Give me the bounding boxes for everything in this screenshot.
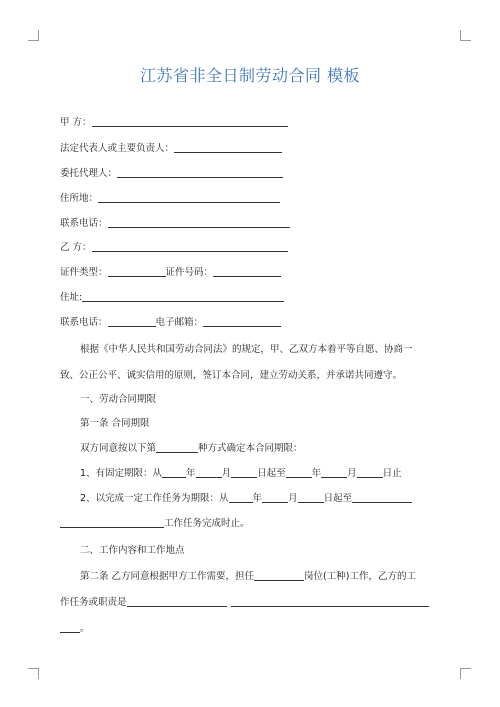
- term-method-row: [80, 442, 303, 455]
- fixed-to-day-blank[interactable]: [357, 467, 383, 478]
- year-text: 年: [252, 493, 263, 504]
- task-from-day-blank[interactable]: [298, 492, 324, 503]
- section-2-heading: 二、工作内容和工作地点: [80, 545, 185, 556]
- end-mark: 。: [80, 623, 90, 634]
- month-text: 月: [288, 493, 298, 504]
- preamble-line-2: 致、公正公平、诚实信用的原则，签订本合同，建立劳动关系，并承诺共同遵守。: [60, 370, 403, 381]
- duties-end-row: [60, 622, 90, 635]
- party-b-blank[interactable]: [92, 241, 288, 252]
- section-1-heading: 一、劳动合同期限: [80, 394, 157, 405]
- phone-b-label: 联系电话：: [60, 317, 108, 328]
- legal-rep-label: 法定代表人或主要负责人：: [60, 143, 175, 154]
- task-term-label: 2、以完成一定工作任务为期限：从: [80, 493, 229, 504]
- id-number-blank[interactable]: [213, 266, 281, 277]
- month-text: 月: [347, 468, 357, 479]
- id-number-label: 证件号码：: [165, 267, 214, 278]
- agent-label: 委托代理人：: [60, 168, 118, 179]
- duties-blank-1[interactable]: [127, 596, 227, 607]
- article-1-title: 第一条 合同期限: [80, 418, 150, 429]
- document-title: 江苏省非全日制劳动合同 模板: [139, 66, 361, 85]
- fixed-to-year-blank[interactable]: [286, 467, 312, 478]
- party-a-blank[interactable]: [92, 116, 288, 127]
- contact-b-row: [60, 316, 281, 329]
- address-a-row: [60, 192, 280, 205]
- phone-a-blank[interactable]: [108, 217, 290, 228]
- address-a-blank[interactable]: [98, 192, 280, 203]
- party-a-row: [60, 116, 288, 129]
- duties-row: [60, 596, 429, 609]
- email-blank[interactable]: [203, 316, 281, 327]
- year-text: 年: [186, 468, 196, 479]
- term-method-blank[interactable]: [156, 442, 198, 453]
- party-a-label: 甲 方：: [60, 117, 92, 128]
- day-from-text: 日起至: [257, 468, 286, 479]
- id-row: [60, 266, 281, 279]
- month-text: 月: [221, 468, 232, 479]
- task-from-month-blank[interactable]: [262, 492, 288, 503]
- duties-label: 作任务或职责是: [60, 597, 127, 608]
- article-2-text-b: 岗位(工种)工作，乙方的工: [304, 571, 416, 582]
- task-done-text: 工作任务完成时止。: [164, 518, 250, 529]
- email-label: 电子邮箱：: [155, 317, 204, 328]
- fixed-term-label: 1、有固定期限：从: [80, 468, 163, 479]
- duties-blank-3[interactable]: [60, 622, 80, 633]
- fixed-to-month-blank[interactable]: [321, 467, 347, 478]
- legal-rep-row: [60, 142, 282, 155]
- corner-mark-bottom-left: [28, 668, 39, 679]
- phone-a-label: 联系电话：: [60, 218, 108, 229]
- id-type-label: 证件类型：: [60, 267, 108, 278]
- task-description-blank[interactable]: [60, 517, 164, 528]
- address-a-label: 住所地：: [60, 193, 99, 204]
- party-b-label: 乙 方：: [60, 242, 92, 253]
- term-intro-b: 种方式确定本合同期限：: [198, 443, 303, 454]
- corner-mark-bottom-right: [460, 668, 471, 679]
- phone-a-row: [60, 217, 290, 230]
- address-b-row: [60, 291, 284, 304]
- party-b-row: [60, 241, 288, 254]
- fixed-from-day-blank[interactable]: [231, 467, 257, 478]
- task-from-year-blank[interactable]: [229, 492, 253, 503]
- preamble-line-1: 根据《中华人民共和国劳动合同法》的规定，甲、乙双方本着平等自愿、协商一: [80, 344, 413, 355]
- agent-row: [60, 167, 283, 180]
- fixed-term-row: [80, 467, 402, 480]
- id-type-blank[interactable]: [108, 266, 166, 277]
- address-b-blank[interactable]: [82, 291, 284, 302]
- task-end-blank[interactable]: [352, 492, 412, 503]
- day-from-text: 日起至: [323, 493, 353, 504]
- article-2-row: [80, 570, 416, 583]
- year-text: 年: [311, 468, 322, 479]
- phone-b-blank[interactable]: [108, 316, 156, 327]
- term-intro-a: 双方同意按以下第: [80, 443, 157, 454]
- legal-rep-blank[interactable]: [174, 142, 282, 153]
- position-blank[interactable]: [254, 570, 304, 581]
- task-done-row: [60, 517, 250, 530]
- fixed-from-month-blank[interactable]: [196, 467, 222, 478]
- corner-mark-top-left: [28, 30, 39, 41]
- duties-blank-2[interactable]: [231, 596, 429, 607]
- article-2-text-a: 第二条 乙方同意根据甲方工作需要，担任: [80, 571, 255, 582]
- fixed-from-year-blank[interactable]: [162, 467, 186, 478]
- address-b-label: 住址:: [60, 292, 83, 303]
- corner-mark-top-right: [460, 30, 471, 41]
- agent-blank[interactable]: [117, 167, 283, 178]
- task-term-row: [80, 492, 412, 505]
- day-end-text: 日止: [382, 468, 402, 479]
